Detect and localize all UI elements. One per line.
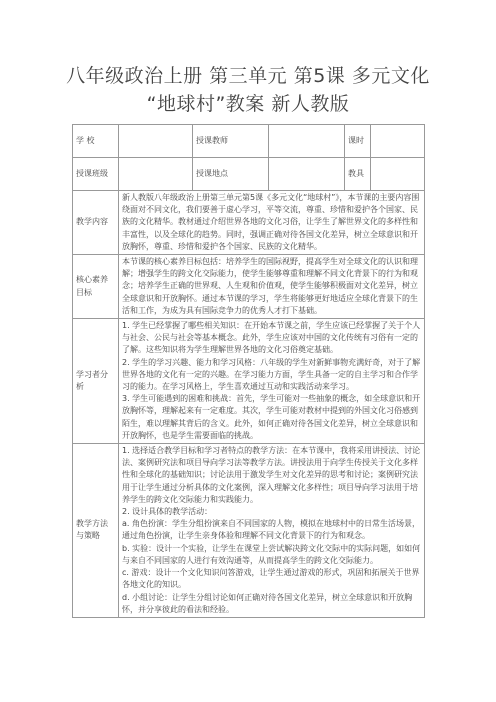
paragraph: a. 角色扮演：学生分组扮演来自不同国家的人物，模拟在地球村中的日常生活场景，通过角色扮演，让学生亲身体验和理解不同文化背景下的行为和观念。 <box>122 519 420 541</box>
section-row-learners <box>73 319 425 444</box>
section-label: 教学方法与策略 <box>73 444 119 618</box>
aids-value <box>371 158 425 191</box>
time-value <box>371 125 425 158</box>
section-label: 核心素养目标 <box>73 255 119 319</box>
document-title <box>0 62 496 118</box>
paragraph: 2. 学生的学习兴趣、能力和学习风格：八年级的学生对新鲜事物充满好奇，对于了解世界各地的文化有一定的兴趣。在学习能力方面，学生具备一定的自主学习和合作学习的能力。在学习风格上，学生喜欢通过互动和实践活动来学习。 <box>122 357 421 392</box>
section-row-methods <box>73 444 425 618</box>
section-row-goals <box>73 255 425 319</box>
school-label: 学 校 <box>73 125 119 158</box>
section-row-content <box>73 191 425 255</box>
paragraph: b. 实验：设计一个实验，让学生在课堂上尝试解决跨文化交际中的实际问题，如如何与来自不同国家的人进行有效沟通等，从而提高学生的跨文化交际能力。 <box>122 543 421 565</box>
time-label: 课时 <box>345 125 371 158</box>
teacher-label: 授课教师 <box>193 125 269 158</box>
section-body <box>119 319 425 444</box>
class-label: 授课班级 <box>73 158 119 191</box>
section-label: 教学内容 <box>73 191 119 255</box>
title-line-1: 八年级政治上册 第三单元 第5课 多元文化 <box>66 65 430 87</box>
title-line-2: “地球村”教案 新人教版 <box>146 93 350 115</box>
header-row-1 <box>73 125 425 158</box>
aids-label: 教具 <box>345 158 371 191</box>
paragraph: 本节课的核心素养目标包括：培养学生的国际视野，提高学生对全球文化的认识和理解；增强学生的跨文化交际能力，使学生能够尊重和理解不同文化背景下的行为和观念；培养学生正确的世界观、人生观和价值观，使学生能够积极面对文化差异，树立全球意识和开放胸怀。通过本节课的学习，学生将能够更好地适应全球化背景下的生活和工作，为成为具有国际竞争力的优秀人才打下基础。 <box>122 257 418 315</box>
section-body <box>119 255 425 319</box>
class-value <box>119 158 193 191</box>
paragraph: 3. 学生可能遇到的困难和挑战：首先，学生可能对一些抽象的概念，如全球意识和开放胸怀等，理解起来有一定难度。其次，学生可能对教材中提到的外国文化习俗感到陌生，难以理解其背后的含义。此外，如何正确对待各国文化差异，树立全球意识和开放胸怀，也是学生需要面临的挑战。 <box>122 394 421 440</box>
section-body <box>119 191 425 255</box>
paragraph: 1. 学生已经掌握了哪些相关知识：在开始本节课之前，学生应该已经掌握了关于个人与社会、公民与社会等基本概念。此外，学生应该对中国的文化传统有习俗有一定的了解。这些知识将为学生理解世界各地的文化习俗奠定基础。 <box>122 321 421 355</box>
school-value <box>119 125 193 158</box>
paragraph: d. 小组讨论：让学生分组讨论如何正确对待各国文化差异，树立全球意识和开放胸怀，并分享彼此的看法和经验。 <box>122 592 413 614</box>
place-value <box>269 158 345 191</box>
paragraph: 1. 选择适合教学目标和学习者特点的教学方法：在本节课中，我将采用讲授法、讨论法、案例研究法和项目导向学习法等教学方法。讲授法用于向学生传授关于文化多样性和全球化的基础知识；讨论法用于激发学生对文化差异的思考和讨论；案例研究法用于让学生通过分析具体的文化案例，深入理解文化多样性；项目导向学习法用于培养学生的跨文化交际能力和实践能力。 <box>122 446 421 504</box>
paragraph: c. 游戏：设计一个文化知识问答游戏，让学生通过游戏的形式，巩固和拓展关于世界各地文化的知识。 <box>122 568 420 590</box>
paragraph: 新人教版八年级政治上册第三单元第5课《多元文化“地球村”》，本节课的主要内容围绕面对不同文化，我们要善于虚心学习，平等交流，尊重、珍惜和爱护各个国家、民族的文化精华。教材通过介绍世界各地的文化习俗，让学生了解世界文化的多样性和丰富性，以及全球化的趋势。同时，强调正确对待各国文化差异，树立全球意识和开放胸怀，尊重、珍惜和爱护各个国家、民族的文化精华。 <box>122 193 420 251</box>
place-label: 授课地点 <box>193 158 269 191</box>
teacher-value <box>269 125 345 158</box>
section-label: 学习者分析 <box>73 319 119 444</box>
section-body <box>119 444 425 618</box>
paragraph: 2. 设计具体的教学活动： <box>122 507 213 517</box>
lesson-plan-table <box>72 124 425 618</box>
header-row-2 <box>73 158 425 191</box>
